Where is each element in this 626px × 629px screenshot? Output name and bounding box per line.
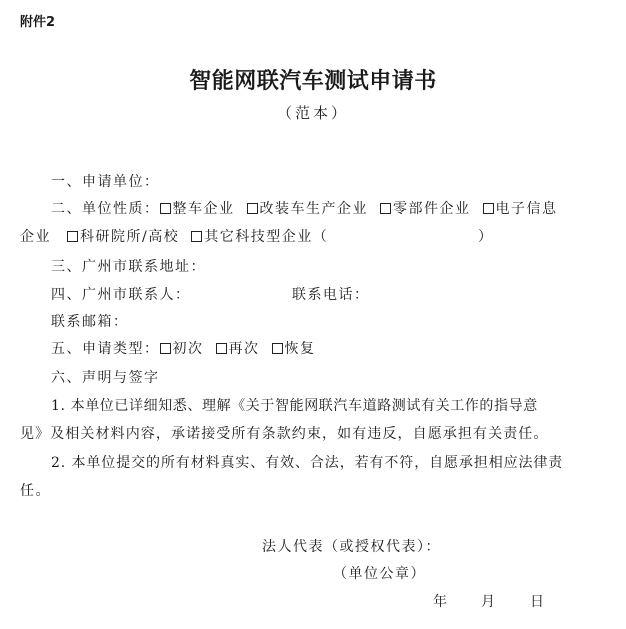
document-subtitle: （范本） bbox=[276, 104, 349, 122]
option-research-institute[interactable]: 科研院所/高校 bbox=[67, 226, 179, 246]
checkbox-icon bbox=[160, 343, 171, 354]
checkbox-icon bbox=[483, 203, 494, 214]
unit-nature-row bbox=[51, 198, 558, 218]
document-title: 智能网联汽车测试申请书 bbox=[189, 68, 437, 94]
option-parts-enterprise[interactable]: 零部件企业 bbox=[380, 198, 471, 218]
application-type-row bbox=[51, 338, 328, 358]
checkbox-icon bbox=[160, 203, 171, 214]
other-close-paren: ） bbox=[478, 229, 494, 245]
option-electronics-enterprise-cont: 企业 bbox=[20, 229, 51, 245]
contact-person-label: 四、广州市联系人： bbox=[51, 287, 191, 303]
option-vehicle-enterprise[interactable]: 整车企业 bbox=[160, 198, 235, 218]
checkbox-icon bbox=[247, 203, 258, 214]
applicant-unit-label: 一、申请单位： bbox=[51, 174, 160, 190]
option-other-tech-enterprise[interactable]: 其它科技型企业（ bbox=[191, 226, 328, 246]
contact-email-label: 联系邮箱： bbox=[51, 314, 129, 330]
option-again[interactable]: 再次 bbox=[216, 338, 260, 358]
application-type-label: 五、申请类型： bbox=[51, 341, 160, 357]
option-electronics-enterprise[interactable]: 电子信息 bbox=[483, 198, 558, 218]
checkbox-icon bbox=[191, 231, 202, 242]
date-month-label: 月 bbox=[481, 594, 497, 610]
option-modified-vehicle-enterprise[interactable]: 改装车生产企业 bbox=[247, 198, 369, 218]
declaration-1-line-2: 见》及相关材料内容，承诺接受所有条款约束，如有违反，自愿承担有关责任。 bbox=[20, 426, 549, 442]
option-initial[interactable]: 初次 bbox=[160, 338, 204, 358]
option-restore[interactable]: 恢复 bbox=[272, 338, 316, 358]
declaration-heading: 六、声明与签字 bbox=[51, 370, 160, 386]
checkbox-icon bbox=[216, 343, 227, 354]
checkbox-icon bbox=[272, 343, 283, 354]
unit-nature-row-2 bbox=[20, 226, 328, 246]
contact-phone-label: 联系电话： bbox=[292, 287, 370, 303]
legal-representative-label: 法人代表（或授权代表）： bbox=[262, 539, 441, 555]
date-year-label: 年 bbox=[433, 594, 449, 610]
date-day-label: 日 bbox=[530, 594, 546, 610]
attachment-label: 附件2 bbox=[20, 15, 56, 30]
checkbox-icon bbox=[67, 231, 78, 242]
unit-nature-label: 二、单位性质： bbox=[51, 201, 160, 217]
declaration-2-line-2: 任。 bbox=[20, 483, 51, 499]
contact-address-label: 三、广州市联系地址： bbox=[51, 259, 206, 275]
checkbox-icon bbox=[380, 203, 391, 214]
declaration-2-line-1: 2. 本单位提交的所有材料真实、有效、合法，若有不符，自愿承担相应法律责 bbox=[51, 455, 564, 471]
unit-seal-label: （单位公章） bbox=[333, 566, 426, 582]
declaration-1-line-1: 1. 本单位已详细知悉、理解《关于智能网联汽车道路测试有关工作的指导意 bbox=[51, 398, 538, 414]
